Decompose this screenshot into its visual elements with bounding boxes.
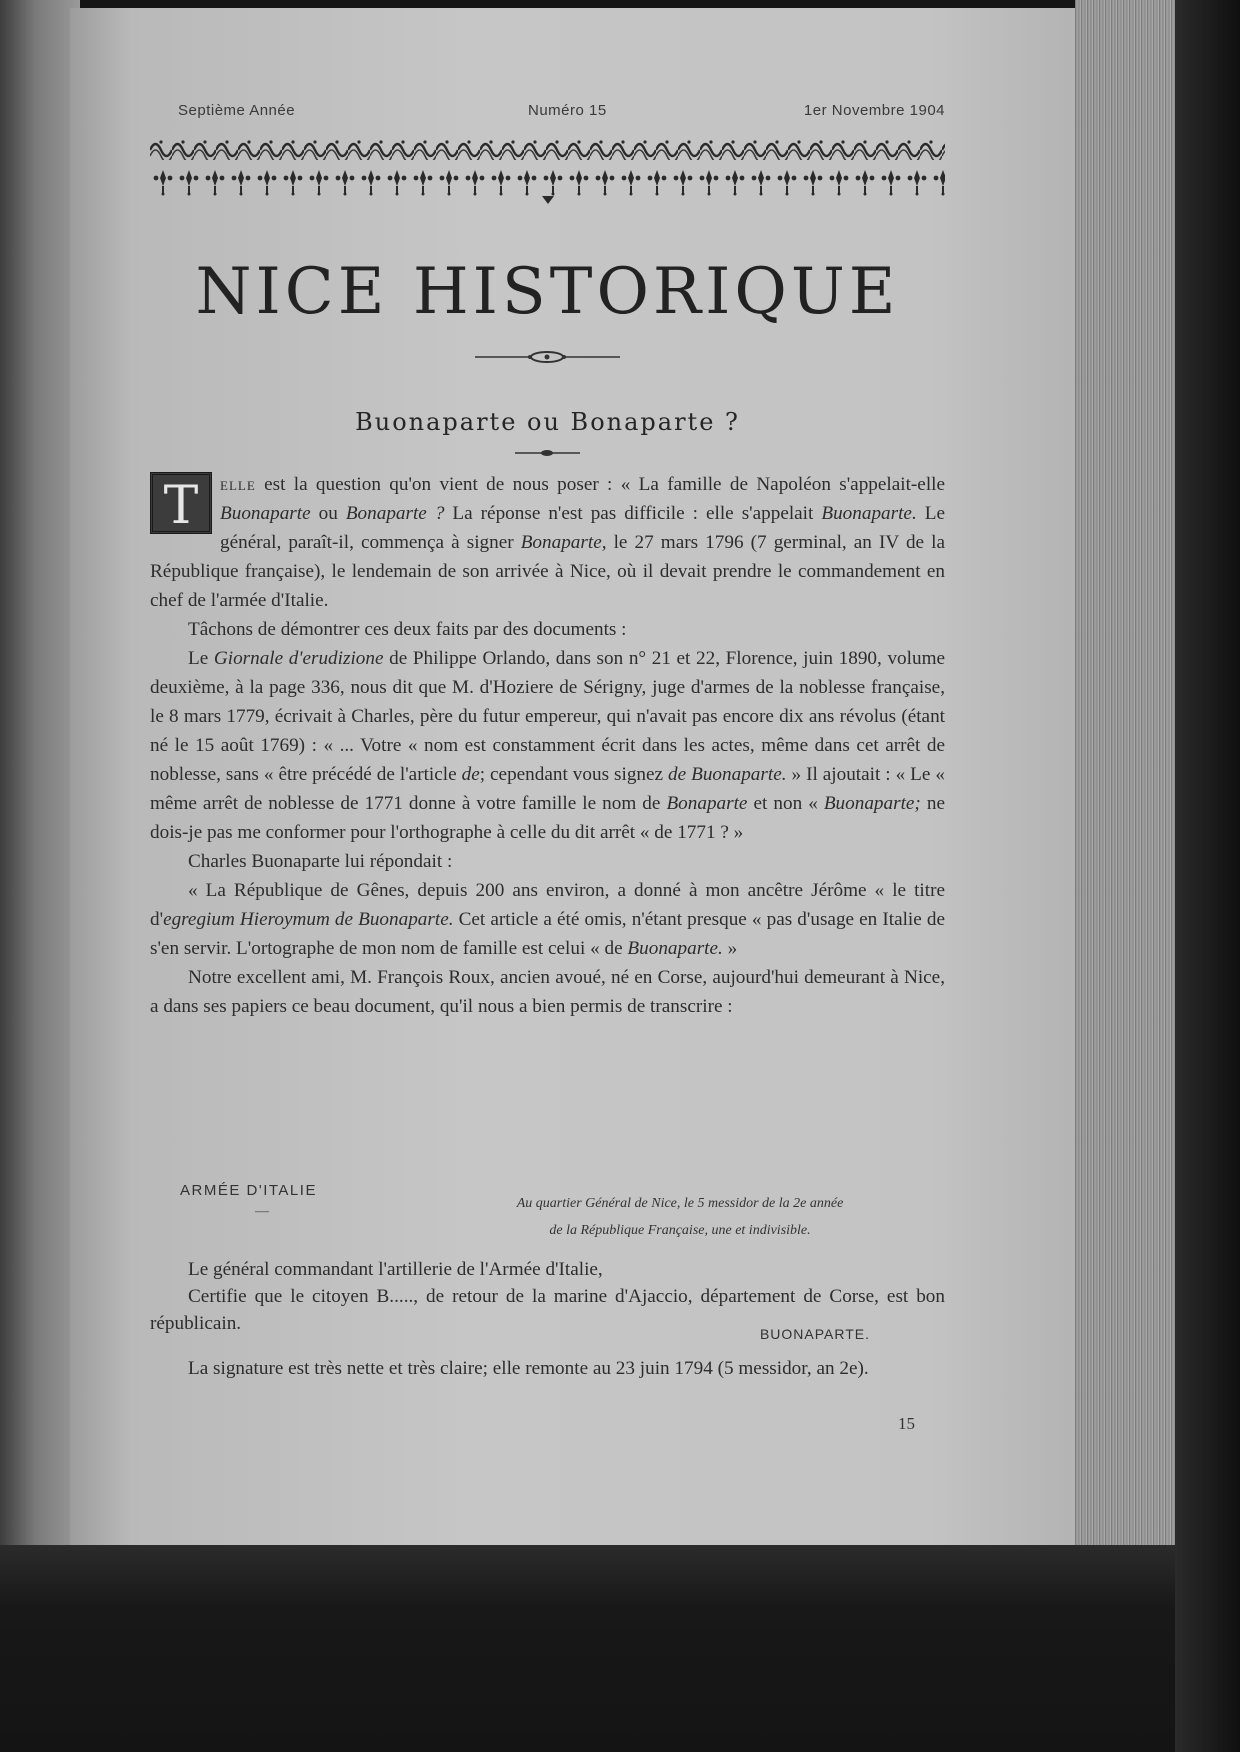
document-line-2: Certifie que le citoyen B....., de retour de la marine d'Ajaccio, département de Corse, est bon républicain. [150,1286,945,1334]
paragraph-5 [150,876,945,963]
italic-run: Buonaparte. [821,503,917,524]
header-ornament-band [150,136,945,206]
dateline-line-1: Au quartier Général de Nice, le 5 messidor de la 2e année [516,1196,844,1211]
paragraph-6: Notre excellent ami, M. François Roux, ancien avoué, né en Corse, aujourd'hui demeurant à Nice, a dans ses papiers ce beau document, qu'il nous a bien permis de transcrire : [150,967,945,1017]
journal-masthead: NICE HISTORIQUE [195,255,900,329]
text-run: » [722,938,738,959]
background-surface [0,1545,1175,1752]
drop-cap: T [150,472,212,534]
header-date: 1er Novembre 1904 [803,102,945,119]
masthead-divider-ornament [150,350,945,364]
title-divider-ornament [150,446,945,460]
italic-run: Buonaparte [220,503,311,524]
binding-shadow [0,0,80,1545]
italic-run: Bonaparte, [520,532,607,553]
italic-run: Bonaparte ? [345,503,445,524]
text-run: « La République de Gênes, depuis 200 ans environ, a donné à mon ancêtre Jérôme « le titre d' [150,880,945,930]
text-run: Le [188,648,214,669]
italic-run: de Buonaparte. [668,764,787,785]
document-heading-dash: — [255,1204,269,1219]
dateline-line-2: de la République Française, une et indivisible. [549,1223,811,1238]
paragraph-1 [150,470,945,615]
text-run: La réponse n'est pas difficile : elle s'appelait [444,503,822,524]
closing-paragraph-block [150,1354,945,1383]
closing-paragraph: La signature est très nette et très claire; elle remonte au 23 juin 1794 (5 messidor, an 2e). [188,1358,869,1379]
text-run: Le général, paraît-il, commença à signer [220,503,945,553]
paragraph-4: Charles Buonaparte lui répondait : [188,851,453,872]
text-run: ne dois-je pas me conformer pour l'orthographe à celle du dit arrêt « de 1771 ? » [150,793,945,843]
page-edges [1075,0,1175,1575]
header-issue-number: Numéro 15 [528,102,607,119]
text-run: Cet article a été omis, n'étant presque « pas d'usage en Italie de s'en servir. L'ortographe de mon nom de famille est celui « de [150,909,945,959]
text-run: ; cependant vous signez [479,764,669,785]
document-heading: ARMÉE D'ITALIE [180,1182,317,1199]
text-run: » Il ajoutait : « Le « même arrêt de noblesse de 1771 donne à votre famille le nom de [150,764,945,814]
text-run: ou [310,503,346,524]
italic-run: egregium Hieroymum de Buonaparte. [163,909,454,930]
article-body [150,470,945,1021]
paragraph-3 [150,644,945,847]
italic-run: Giornale d'erudizione [213,648,384,669]
text-run: est la question qu'on vient de nous poser : « La famille de Napoléon s'appelait-elle [255,474,945,495]
text-run: et non « [747,793,824,814]
header-year: Septième Année [178,102,296,119]
lead-word: elle [220,474,256,495]
text-run: de Philippe Orlando, dans son n° 21 et 22, Florence, juin 1890, volume deuxième, à la page 336, nous dit que M. d'Hoziere de Sérigny, juge d'armes de la noblesse française, le 8 mars 1779, écrivait à Charles, père du futur empereur, qui n'avait pas encore dix ans révolus (étant né le 15 août 1769) : « ... Votre « nom est constamment écrit dans les actes, même dans cet arrêt de noblesse, sans « être précédé de l'article [150,648,946,785]
article-title: Buonaparte ou Bonaparte ? [355,408,740,436]
page-number: 15 [898,1414,915,1433]
document-dateline [470,1190,890,1244]
book-cover-edge [1175,0,1240,1752]
document-body [150,1256,945,1337]
paragraph-2: Tâchons de démontrer ces deux faits par des documents : [188,619,627,640]
document-line-1: Le général commandant l'artillerie de l'Armée d'Italie, [188,1259,603,1280]
text-run: le 27 mars 1796 (7 germinal, an IV de la République française), le lendemain de son arrivée à Nice, où il devait prendre le commandement en chef de l'armée d'Italie. [150,532,945,611]
italic-run: de [461,764,480,785]
italic-run: Buonaparte. [627,938,723,959]
italic-run: Buonaparte; [823,793,921,814]
document-signature: BUONAPARTE. [759,1326,870,1342]
italic-run: Bonaparte [666,793,748,814]
